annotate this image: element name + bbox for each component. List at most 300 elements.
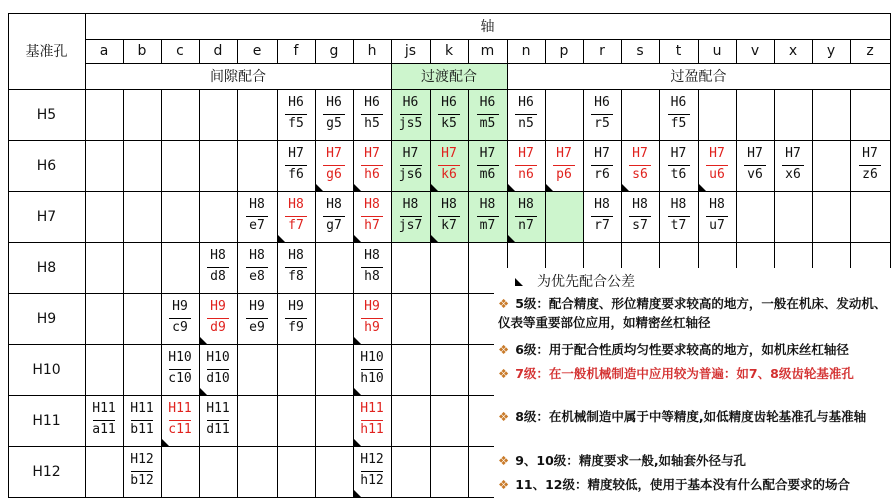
fit-denominator: h10: [360, 371, 384, 386]
preferred-fit-marker-icon: [199, 387, 207, 395]
fit-denominator: t6: [670, 167, 687, 182]
fraction-bar: [361, 267, 383, 268]
fit-numerator: H7: [479, 146, 496, 161]
fit-numerator: H7: [594, 146, 610, 161]
fraction-bar: [361, 114, 383, 115]
fit-cell: [161, 344, 199, 395]
fraction-bar: [246, 318, 268, 319]
fit-cell: [583, 140, 621, 191]
preferred-fit-marker-icon: [545, 183, 553, 191]
fit-numerator: H7: [326, 146, 342, 161]
fit-denominator: v6: [747, 167, 763, 182]
fit-denominator: b12: [130, 473, 154, 488]
fraction-bar: [207, 267, 229, 268]
fit-numerator: H11: [92, 401, 116, 416]
preferred-fit-marker-icon: [507, 183, 515, 191]
fit-numerator: H9: [364, 299, 380, 314]
grid-line: [8, 13, 9, 497]
fit-cell: [277, 293, 315, 344]
fit-numerator: H8: [709, 197, 725, 212]
fraction-bar: [744, 165, 766, 166]
diamond-bullet-icon: ❖: [498, 342, 510, 357]
grid-line: [161, 89, 162, 497]
fit-cell: [277, 191, 315, 242]
preferred-fit-marker-icon: [621, 183, 629, 191]
fit-cell: [659, 191, 698, 242]
grid-line: [507, 39, 508, 63]
fit-denominator: k5: [441, 116, 457, 131]
fit-denominator: b11: [130, 422, 154, 437]
fit-numerator: H6: [518, 95, 534, 110]
fit-cell: [315, 140, 353, 191]
fit-cell: [199, 344, 237, 395]
preferred-fit-marker-icon: [507, 234, 515, 242]
fit-cell: [315, 191, 353, 242]
fit-denominator: e8: [249, 269, 265, 284]
fit-cell: [353, 344, 391, 395]
fit-numerator: H7: [747, 146, 763, 161]
fit-cell: [161, 395, 199, 446]
fit-denominator: d8: [210, 269, 226, 284]
fit-numerator: H8: [326, 197, 342, 212]
fit-cell: [353, 293, 391, 344]
grid-line: [8, 89, 890, 90]
fraction-bar: [323, 165, 345, 166]
grid-line: [315, 89, 316, 497]
fit-denominator: h5: [364, 116, 380, 131]
grid-line: [85, 39, 890, 40]
fit-numerator: H8: [479, 197, 496, 212]
fit-cell: [468, 191, 507, 242]
fit-cell: [659, 89, 698, 140]
fit-numerator: H6: [402, 95, 419, 110]
fit-denominator: f5: [670, 116, 687, 131]
fit-denominator: r7: [594, 218, 610, 233]
fit-denominator: u7: [709, 218, 725, 233]
fraction-bar: [285, 267, 307, 268]
grid-line: [123, 89, 124, 497]
fit-numerator: H6: [594, 95, 610, 110]
fit-denominator: x6: [785, 167, 801, 182]
fit-denominator: g7: [326, 218, 342, 233]
preferred-fit-marker-icon: [315, 183, 323, 191]
column-letter: r: [599, 43, 605, 59]
grid-line: [161, 39, 162, 63]
grid-line: [774, 39, 775, 63]
fit-denominator: js5: [398, 116, 423, 131]
grid-line: [353, 89, 354, 497]
fit-denominator: s6: [632, 167, 648, 182]
fit-cell: [430, 191, 468, 242]
fit-cell: [199, 395, 237, 446]
fit-denominator: m7: [479, 218, 496, 233]
grid-line: [237, 89, 238, 497]
fraction-bar: [285, 216, 307, 217]
fit-denominator: z6: [862, 167, 878, 182]
fit-numerator: H8: [249, 248, 265, 263]
fit-denominator: n5: [518, 116, 534, 131]
fraction-bar: [131, 420, 153, 421]
fit-numerator: H9: [249, 299, 265, 314]
note-text: 在机械制造中属于中等精度,如低精度齿轮基准孔与基准轴: [548, 409, 867, 424]
diamond-bullet-icon: ❖: [498, 409, 510, 424]
fit-numerator: H11: [360, 401, 384, 416]
fraction-bar: [361, 318, 383, 319]
fit-numerator: H8: [288, 248, 304, 263]
fit-denominator: d9: [210, 320, 226, 335]
fit-cell: [85, 395, 123, 446]
fit-cell: [430, 89, 468, 140]
fraction-bar: [246, 216, 268, 217]
fraction-bar: [207, 318, 229, 319]
diamond-bullet-icon: ❖: [498, 477, 510, 492]
note-item-9-10: [498, 451, 892, 470]
fit-numerator: H12: [360, 452, 384, 467]
fit-numerator: H11: [130, 401, 154, 416]
column-letter: a: [99, 43, 109, 59]
fit-cell: [277, 140, 315, 191]
grid-line: [468, 39, 469, 63]
fit-numerator: H8: [518, 197, 534, 212]
fit-cell: [774, 140, 812, 191]
fit-cell: [391, 89, 430, 140]
fraction-bar: [477, 216, 499, 217]
preferred-fit-marker-icon: [199, 336, 207, 344]
fit-denominator: d11: [206, 422, 230, 437]
fit-numerator: H8: [364, 197, 380, 212]
fit-numerator: H7: [402, 146, 419, 161]
column-letter: s: [636, 43, 644, 59]
column-letter: k: [444, 43, 454, 59]
fraction-bar: [285, 165, 307, 166]
fit-cell: [353, 89, 391, 140]
grid-line: [123, 39, 124, 63]
fit-cell: [507, 89, 545, 140]
fraction-bar: [169, 369, 191, 370]
fraction-bar: [131, 471, 153, 472]
fraction-bar: [591, 165, 613, 166]
grid-line: [8, 140, 890, 141]
diamond-bullet-icon: ❖: [498, 366, 510, 381]
fit-denominator: f6: [288, 167, 304, 182]
fraction-bar: [323, 114, 345, 115]
note-text: 精度要求一般,如轴套外径与孔: [578, 453, 747, 468]
grid-line: [736, 39, 737, 63]
fit-denominator: h9: [364, 320, 380, 335]
column-letter: b: [137, 43, 147, 59]
fraction-bar: [629, 165, 651, 166]
note-level: 11、12级：: [515, 477, 588, 492]
fraction-bar: [285, 318, 307, 319]
fit-numerator: H10: [360, 350, 384, 365]
fraction-bar: [706, 165, 728, 166]
fit-numerator: H8: [249, 197, 265, 212]
column-letter: f: [293, 43, 299, 59]
grid-line: [8, 191, 890, 192]
fraction-bar: [477, 114, 499, 115]
fit-group-header: 过盈配合: [670, 69, 727, 85]
column-letter: t: [675, 43, 682, 59]
fraction-bar: [361, 216, 383, 217]
fit-denominator: f8: [288, 269, 304, 284]
fraction-bar: [400, 165, 422, 166]
fit-cell: [391, 140, 430, 191]
preferred-fit-marker-icon: [353, 234, 361, 242]
fit-denominator: js7: [398, 218, 423, 233]
column-letter: g: [329, 43, 339, 59]
fit-denominator: e7: [249, 218, 265, 233]
fit-cell: [199, 242, 237, 293]
fraction-bar: [515, 165, 537, 166]
column-letter: u: [712, 43, 722, 59]
column-letter: n: [521, 43, 531, 59]
fraction-bar: [361, 420, 383, 421]
fit-numerator: H9: [172, 299, 188, 314]
fraction-bar: [782, 165, 804, 166]
note-text: 用于配合性质均匀性要求较高的地方，如机床丝杠轴径: [548, 342, 849, 357]
fit-numerator: H7: [632, 146, 648, 161]
grid-line: [430, 89, 431, 497]
fraction-bar: [361, 369, 383, 370]
fraction-bar: [859, 165, 881, 166]
fit-cell: [353, 191, 391, 242]
fit-denominator: t7: [670, 218, 687, 233]
fit-numerator: H8: [210, 248, 226, 263]
fit-cell: [123, 446, 161, 497]
note-level: 8级：: [515, 409, 549, 424]
fit-cell: [698, 191, 736, 242]
fit-cell: [736, 140, 774, 191]
fit-numerator: H9: [210, 299, 226, 314]
fit-numerator: H7: [862, 146, 878, 161]
fraction-bar: [400, 216, 422, 217]
grid-line: [277, 39, 278, 63]
fraction-bar: [553, 165, 575, 166]
fit-denominator: g6: [326, 167, 342, 182]
fit-denominator: h6: [364, 167, 380, 182]
fit-denominator: m5: [479, 116, 496, 131]
fit-numerator: H7: [670, 146, 687, 161]
fraction-bar: [668, 114, 690, 115]
fraction-bar: [323, 216, 345, 217]
preferred-fit-marker-icon: [161, 438, 169, 446]
column-letter: c: [176, 43, 184, 59]
fit-denominator: js6: [398, 167, 423, 182]
fit-numerator: H7: [785, 146, 801, 161]
fit-cell: [507, 191, 545, 242]
fit-cell: [315, 89, 353, 140]
fraction-bar: [477, 165, 499, 166]
fit-cell: [583, 191, 621, 242]
fit-cell: [277, 242, 315, 293]
fit-cell: [199, 293, 237, 344]
fit-denominator: n7: [518, 218, 534, 233]
fit-denominator: f7: [288, 218, 304, 233]
grid-line: [659, 39, 660, 63]
note-text: 精度较低，使用于基本没有什么配合要求的场合: [587, 477, 851, 492]
note-text: 配合精度、形位精度要求较高的地方，一般在机床、发动机、仪表等重要部位应用，如精密丝杠轴径: [498, 296, 887, 330]
fit-numerator: H8: [594, 197, 610, 212]
grid-line: [850, 39, 851, 63]
diamond-bullet-icon: ❖: [498, 453, 510, 468]
fit-cell: [507, 140, 545, 191]
fit-cell: [659, 140, 698, 191]
fit-cell: [237, 191, 277, 242]
note-level: 6级：: [515, 342, 549, 357]
diamond-bullet-icon: ❖: [498, 296, 510, 311]
fit-cell: [353, 446, 391, 497]
column-letter: v: [750, 43, 760, 59]
fit-numerator: H6: [288, 95, 304, 110]
fit-denominator: n6: [518, 167, 534, 182]
fit-denominator: a11: [92, 422, 116, 437]
grid-line: [621, 39, 622, 63]
fit-denominator: d10: [206, 371, 230, 386]
fit-denominator: k7: [441, 218, 457, 233]
grid-line: [391, 63, 392, 89]
fraction-bar: [515, 216, 537, 217]
row-label: H12: [32, 463, 61, 480]
note-item-5: [498, 294, 892, 332]
fit-cell: [545, 140, 583, 191]
legend: [515, 271, 635, 291]
fraction-bar: [400, 114, 422, 115]
note-level: 5级：: [515, 296, 549, 311]
grid-line: [391, 89, 392, 497]
preferred-fit-marker-icon: [353, 489, 361, 497]
fit-cell: [237, 293, 277, 344]
grid-line: [85, 63, 890, 64]
fit-denominator: h12: [360, 473, 384, 488]
fit-numerator: H9: [288, 299, 304, 314]
fit-denominator: h11: [360, 422, 384, 437]
fit-denominator: e9: [249, 320, 265, 335]
grid-line: [85, 13, 86, 497]
triangle-marker-icon: [515, 278, 523, 286]
fraction-bar: [361, 471, 383, 472]
column-letter: m: [480, 43, 495, 59]
preferred-fit-marker-icon: [353, 438, 361, 446]
row-label: H10: [32, 361, 61, 378]
fraction-bar: [438, 165, 460, 166]
fit-denominator: u6: [709, 167, 725, 182]
fit-numerator: H6: [670, 95, 687, 110]
column-letter: d: [213, 43, 223, 59]
fit-cell: [430, 140, 468, 191]
grid-line: [8, 242, 890, 243]
grid-line: [277, 89, 278, 497]
fit-denominator: f5: [288, 116, 304, 131]
fit-cell: [583, 89, 621, 140]
fit-cell: [850, 140, 890, 191]
fit-cell: [237, 242, 277, 293]
fraction-bar: [515, 114, 537, 115]
fraction-bar: [207, 369, 229, 370]
fit-cell: [698, 140, 736, 191]
fit-denominator: c11: [168, 422, 192, 437]
note-level: 7级：: [515, 366, 549, 381]
preferred-fit-marker-icon: [353, 336, 361, 344]
fraction-bar: [438, 114, 460, 115]
fraction-bar: [361, 165, 383, 166]
fit-cell: [353, 242, 391, 293]
note-item-8: [498, 407, 892, 426]
grid-line: [391, 39, 392, 63]
grid-line: [545, 39, 546, 63]
preferred-fit-marker-icon: [430, 234, 438, 242]
fit-denominator: g5: [326, 116, 342, 131]
preferred-fit-marker-icon: [430, 183, 438, 191]
fit-numerator: H7: [441, 146, 457, 161]
note-item-7: [498, 364, 892, 383]
preferred-fit-marker-icon: [277, 234, 285, 242]
grid-line: [583, 39, 584, 63]
row-label: H9: [36, 310, 57, 327]
grid-line: [199, 39, 200, 63]
notes-panel: [494, 268, 894, 503]
column-letter: h: [367, 43, 377, 59]
fit-group-header: 过渡配合: [421, 69, 477, 85]
note-item-11-12: [498, 475, 892, 494]
grid-line: [698, 39, 699, 63]
column-letter: x: [788, 43, 798, 59]
grid-line: [199, 89, 200, 497]
fit-numerator: H7: [709, 146, 725, 161]
fit-numerator: H12: [130, 452, 154, 467]
fit-denominator: k6: [441, 167, 457, 182]
grid-line: [8, 13, 890, 14]
fit-denominator: h8: [364, 269, 380, 284]
fit-numerator: H8: [402, 197, 419, 212]
fit-denominator: r5: [594, 116, 610, 131]
grid-line: [468, 89, 469, 497]
fit-denominator: m6: [479, 167, 496, 182]
axis-header: 轴: [480, 19, 495, 35]
fraction-bar: [207, 420, 229, 421]
fit-group-header: 间隙配合: [210, 69, 266, 85]
fraction-bar: [629, 216, 651, 217]
preferred-fit-marker-icon: [698, 183, 706, 191]
fit-denominator: s7: [632, 218, 648, 233]
corner-header: 基准孔: [25, 44, 68, 60]
fit-numerator: H6: [479, 95, 496, 110]
preferred-fit-marker-icon: [353, 387, 361, 395]
grid-line: [430, 39, 431, 63]
grid-line: [353, 39, 354, 63]
column-letter: e: [252, 43, 262, 59]
fit-denominator: h7: [364, 218, 380, 233]
fit-numerator: H7: [518, 146, 534, 161]
fraction-bar: [246, 267, 268, 268]
fit-numerator: H6: [326, 95, 342, 110]
fit-denominator: c9: [172, 320, 188, 335]
fit-denominator: r6: [594, 167, 610, 182]
fit-numerator: H7: [556, 146, 572, 161]
fit-denominator: c10: [168, 371, 192, 386]
fraction-bar: [438, 216, 460, 217]
note-item-6: [498, 340, 892, 359]
fit-numerator: H8: [632, 197, 648, 212]
fit-cell: [161, 293, 199, 344]
fraction-bar: [169, 318, 191, 319]
fraction-bar: [169, 420, 191, 421]
fit-numerator: H7: [288, 146, 304, 161]
note-text: 在一般机械制造中应用较为普遍：如7、8级齿轮基准孔: [548, 366, 854, 381]
fraction-bar: [591, 216, 613, 217]
fit-cell: [353, 140, 391, 191]
column-letter: js: [404, 43, 417, 59]
fit-numerator: H7: [364, 146, 380, 161]
